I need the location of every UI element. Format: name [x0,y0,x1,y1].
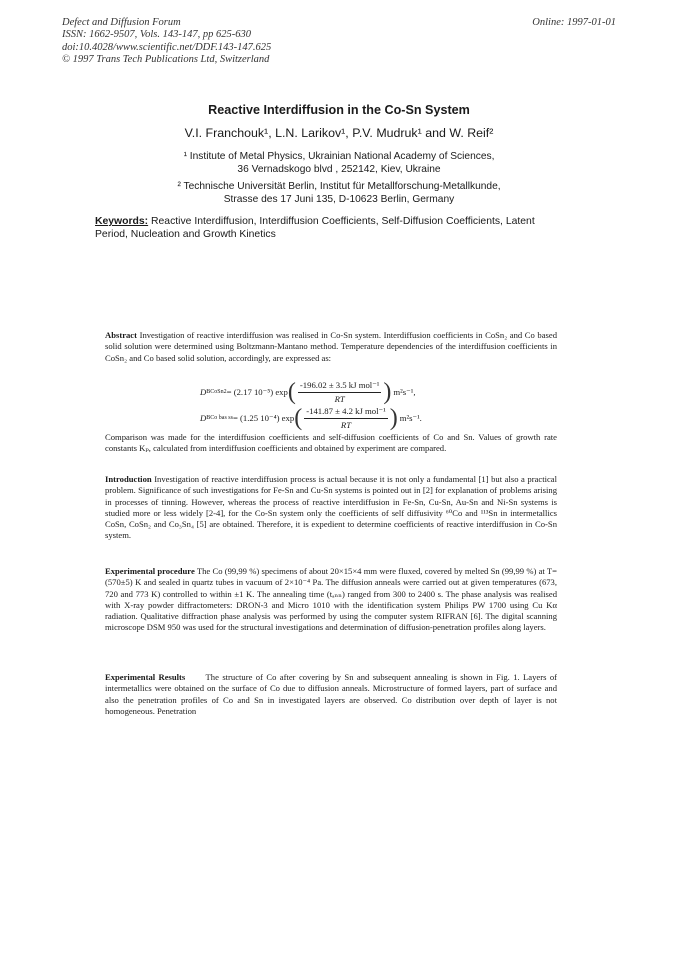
abstract-intro [105,330,557,364]
affiliation-2-line1: ² Technische Universität Berlin, Institut für Metallforschung-Metallkunde, [177,181,501,192]
keywords-text: Reactive Interdiffusion, Interdiffusion Coefficients, Self-Diffusion Coefficients, Latent Period, Nucleation and Growth Kinetics [95,216,535,240]
experimental-procedure-label: Experimental procedure [105,566,195,576]
eq2-numerator: -141.87 ± 4.2 kJ mol⁻¹ [304,406,388,419]
online-date: Online: 1997-01-01 [532,17,616,28]
eq2-denominator: RT [340,420,352,430]
right-paren-icon: ) [389,405,398,431]
experimental-results-section [105,672,560,717]
left-paren-icon: ( [294,405,303,431]
right-paren-icon: ) [383,379,392,405]
journal-header [62,17,271,67]
introduction-text: Investigation of reactive interdiffusion process is actual because it is not only a fundamental [1] but also a practical problem. Significance of such investigations for Fe-Sn and Cu-Sn systems is pointed out in [2] for explanation of problems arising in processes of tinning. However, whereas the process of reactive interdiffusion in Fe-Sn, Cu-Sn, Au-Sn and Ni-Sn systems is studied more or less widely [2-4], for the Co-Sn system only the coefficients of self diffusivity ⁶⁰Co and ¹¹³Sn in intermetallics CoSn, CoSn₂ and Co₃Sn₄ [5] are obtained. Therefore, it is expedient to determine coefficients of reactive interdiffusion in Co-Sn system. [105,474,557,541]
abstract-conclusion: Comparison was made for the interdiffusion coefficients and self-diffusion coefficients of Co and Sn. Values of growth rate constants Kₚ, calculated from interdiffusion coefficients and obtained by experiment are compared. [105,432,557,454]
eq2-unit: m²s⁻¹. [399,412,422,423]
paper-title: Reactive Interdiffusion in the Co-Sn System [208,103,470,117]
author-list: V.I. Franchouk¹, L.N. Larikov¹, P.V. Mudruk¹ and W. Reif² [184,126,494,140]
introduction-label: Introduction [105,474,152,484]
eq1-coefficient: = (2.17 10⁻⁵) exp [226,386,288,397]
equation-cosn2 [200,380,416,404]
affiliation-1 [0,150,678,177]
equation-co-ss [200,406,422,430]
experimental-results-label: Experimental Results [105,672,186,682]
eq2-symbol: D [200,413,207,423]
eq2-coefficient: = (1.25 10⁻⁴) exp [232,412,295,423]
abstract-text-1: Investigation of reactive interdiffusion was realised in Co-Sn system. Interdiffusion coefficients in CoSn₂ and Co based solid solution were determined using Boltzmann-Mantano method. Temperature dependencies of the interdiffusion coefficients in CoSn₂ and Co based solid solution, accordingly, are expressed as: [105,330,557,363]
eq1-numerator: -196.02 ± 3.5 kJ mol⁻¹ [298,380,382,393]
issn-line: ISSN: 1662-9507, Vols. 143-147, pp 625-630 [62,29,251,41]
keywords-label: Keywords: [95,216,149,227]
left-paren-icon: ( [287,379,296,405]
affiliation-2-line2: Strasse des 17 Juni 135, D-10623 Berlin, Germany [223,194,455,206]
experimental-procedure-text: The Co (99,99 %) specimens of about 20×15×4 mm were fluxed, covered by melted Sn (99,99 %) at T=(570±5) K and sealed in quartz tubes in vacuum of 2×10⁻⁴ Pa. The diffusion anneals were carried out at given temperatures (673, 720 and 773 K) controlled to within ±1 K. The annealing time (tₐₙₙ) ranged from 300 to 2400 s. The phase analysis was realised with X-ray powder diffractometers: DRON-3 and Micro 1010 with the identification system Philips PW 1700 using Cu Kα radiation. Qualitative diffraction phase analysis was performed by using the computer system RIFRAN [6]. The digital scanning microscope DSM 950 was used for the structural investigations and determination of diffusion-penetration profiles along layers. [105,566,558,633]
keywords-block [95,216,547,241]
affiliation-1-line1: ¹ Institute of Metal Physics, Ukrainian National Academy of Sciences, [183,151,495,162]
experimental-results-text: The structure of Co after covering by Sn and subsequent annealing is shown in Fig. 1. Layers of intermetallics were obtained on the surface of Co due to diffusion anneals. Microstructure of formed layers, part of surface and also the penetration profiles of Co and Sn in investigated layers are observed. Co distribution over depth of layer is not homogeneous. Penetration [105,672,560,716]
eq1-unit: m²s⁻¹, [393,386,416,397]
eq1-subscript: ВCoSn2 [206,389,227,395]
eq2-fraction [304,406,388,430]
introduction-section [105,474,557,542]
affiliation-2 [0,180,678,207]
abstract-label: Abstract [105,330,137,340]
eq1-denominator: RT [334,394,345,404]
experimental-procedure-section [105,566,557,634]
affiliation-1-line2: 36 Vernadskogo blvd , 252142, Kiev, Ukraine [237,164,441,176]
copyright-line: © 1997 Trans Tech Publications Ltd, Switzerland [62,54,270,66]
eq2-subscript: ВCo bas ss [206,415,233,421]
journal-name: Defect and Diffusion Forum [62,17,181,28]
eq1-symbol: D [200,387,207,397]
eq1-fraction [298,380,382,404]
doi-line: doi:10.4028/www.scientific.net/DDF.143-147.625 [62,41,272,53]
